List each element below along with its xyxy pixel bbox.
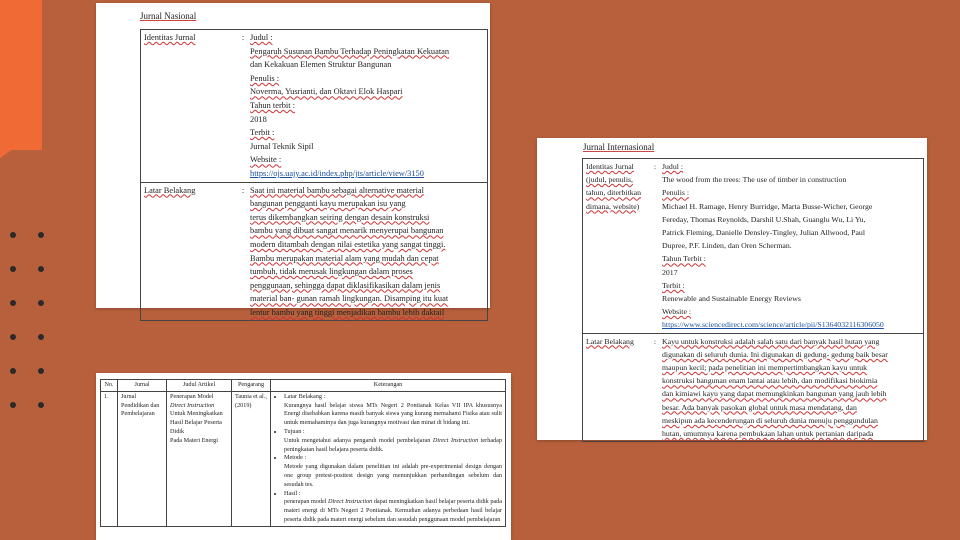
cell-line: Penerapan Model [170,392,214,400]
dot [10,266,16,272]
background-label: Latar Belakang [144,185,196,195]
identity-label-line: (judul, penulis, [586,175,633,185]
table-row [141,30,488,183]
national-journal-document [96,3,490,317]
notes-text [274,498,502,524]
text-line: modern ditambah dengan nilai estetika yang sangat tinggi. [250,239,446,249]
text-line: dan kimiawi kayu yang dapat memungkinkan bangunan yang jauh lebih [662,389,887,399]
cell-line: Jurnal [121,392,137,400]
dot [38,300,44,306]
background-text [659,333,924,442]
notes-list [274,428,502,437]
identity-label-cell [583,159,652,334]
cell-line: Pada Materi Energi [170,436,218,444]
text-line: Saat ini material bambu sebagai alternative material [250,185,424,195]
dot [10,402,16,408]
dot [10,232,16,238]
text-line: Kayu untuk konstruksi adalah salah satu dari banyak hasil hutan yang [662,336,880,346]
text-run: terhadap peningkatan hasil belajara peserta didik. [284,436,503,453]
website-link[interactable]: https://www.sciencedirect.com/science/article/pii/S1364032116306050 [662,320,884,330]
article-title-cell [167,391,232,526]
authors-label: Penulis : [250,73,280,83]
list-item [284,393,502,402]
cell-line: Pendidikan dan [121,401,160,409]
emphasis: Direct Instruction [432,436,479,444]
table-row [141,182,488,321]
text-line: besar. Ada banyak pasokan global untuk masa mendatang, dan [662,402,857,412]
text-line: konstruksi bangunan enam lantai atau lebih, dan modifikasi biokimia [662,376,878,386]
text-line: meskipun ada kecenderungan di seluruh dunia menuju penggundulan [662,415,878,425]
text-run: dapat meningkatkan hasil belajar peserta didik pada materi energi di MTs Negeri 2 Pontianak. Kemudian adanya perbedaan hasil belajar peserta didik pada materi energi sebelum dan sesudah penggunaan model pembelajaran [284,498,502,523]
title-value: The wood from the trees: The use of timber in construction [662,175,847,185]
identity-value-cell [247,30,488,183]
notes-list [274,393,502,402]
colon: : [651,333,659,442]
cell-line: Pembelajaran [121,410,155,418]
colon: : [239,182,247,321]
background-text [247,182,488,321]
cell-line: Didik [170,427,185,435]
journal-identity-table [582,158,924,442]
dot [10,368,16,374]
cell-line: Taunia et al., [235,392,267,400]
title-line: dan Kekakuan Elemen Struktur Bangunan [250,60,392,70]
accent-triangle [0,128,42,158]
dot [38,232,44,238]
dot [38,266,44,272]
dot [38,334,44,340]
document-heading: Jurnal Internasional [583,142,655,152]
notes-text: Kurangnya hasil belajar siswa MTs Negeri 2 Pontianak Kelas VII IPA khususnya Energi disebabkan karena masih banyak siswa yang kurang memahami Fisika atau sulit untuk memahaminya dan juga kurangnya motivasi dan minat di bidang ini. [284,401,502,427]
year-label: Tahun terbit : [250,100,295,110]
website-link[interactable]: https://ojs.uajy.ac.id/index.php/jts/article/view/3150 [250,168,424,178]
author-cell [232,391,271,526]
publisher-value: Jurnal Teknik Sipil [250,141,314,151]
table-row [583,159,924,334]
text-line: maupun kecil; pada penelitian ini mempertimbangkan kayu untuk [662,363,868,373]
dot [10,300,16,306]
publisher-label: Terbit : [250,128,275,138]
table-header-row [101,380,506,392]
authors-value: Noverma, Yusrianti, dan Oktavi Elok Haspari [250,87,403,97]
article-review-document [96,373,511,540]
list-item [284,454,502,463]
column-header: Keterangan [271,380,506,392]
authors-line: Dupree, P.F. Linden, dan Oren Scherman. [662,241,792,251]
text-run: Untuk mengetahui adanya pengaruh model pembelajaran [284,436,433,444]
dot [38,368,44,374]
article-review-table [100,379,506,527]
text-line: digunakan di seluruh dunia. Ini digunakan di gedung- gedung baik besar [662,349,888,359]
text-run: penerapan model [284,498,328,506]
identity-label: Identitas Jurnal [144,33,196,42]
text-line: bangunan pengganti kayu merupakan isu yang [250,199,406,209]
table-row [101,391,506,526]
text-line: tumbuh, tidak merusak lingkungan dalam proses [250,267,413,277]
year-value: 2018 [250,114,267,124]
text-line: material ban- gunan ramah lingkungan. Disamping itu kuat [250,294,449,304]
notes-label: Latar Belakang : [284,392,326,400]
text-line: penggunaan, sehingga dapat diklasifikasikan dalam jenis [250,280,441,290]
notes-label: Hasil : [284,489,301,497]
dot [38,402,44,408]
list-item [284,428,502,437]
notes-label: Tujuan : [284,427,305,435]
cell-line: (2019) [235,401,252,409]
year-value: 2017 [662,267,678,277]
table-row [583,333,924,442]
colon: : [651,159,659,334]
emphasis: Direct Instruction [327,498,373,506]
international-journal-document [537,138,927,440]
cell-line: Hasil Belajar Peserta [170,419,222,427]
background-label-cell [583,333,652,442]
text-line: terus dikembangkan seiring dengan desain konstruksi [250,212,430,222]
cell-line: Untuk Meningkatkan [170,410,223,418]
column-header: Jurnal [118,380,167,392]
dot [10,334,16,340]
notes-label: Metode : [284,454,307,462]
colon: : [239,30,247,183]
notes-list [274,454,502,463]
notes-cell [271,391,506,526]
emphasis: Direct Instruction [170,401,215,409]
background-label-cell [141,182,240,321]
column-header: Pengarang [232,380,271,392]
website-label: Website : [662,307,692,317]
authors-line: Fereday, Thomas Reynolds, Darshil U.Shah, Guanglu Wu, Li Yu, [662,214,866,224]
publisher-label: Terbit : [662,280,685,290]
year-label: Tahun Terbit : [662,254,706,264]
column-header: No. [101,380,118,392]
identity-label-cell [141,30,240,183]
background-label: Latar Belakang [586,336,634,346]
title-label: Judul : [662,162,684,171]
column-header: Judul Artikel [167,380,232,392]
title-line: Pengaruh Susunan Bambu Terhadap Peningkatan Kekuatan [250,46,450,56]
identity-label-line: Identitas Jurnal [586,162,634,171]
text-line: hutan, umumnya karena pembukaan lahan untuk pertanian daripada [662,429,874,439]
text-line: Bambu merupakan material alam yang mudah dan cepat [250,253,439,263]
text-line: bambu yang dibuat sangat menarik menyerupai bangunan [250,226,444,236]
journal-identity-table [140,29,488,321]
list-item [284,490,502,499]
notes-text: Metode yang digunakan dalam penelitian ini adalah pre-experimental design dengan one group pretest-posttest design yang menunjukkan perbandingan sebelum dan sesudah tes. [284,463,502,488]
journal-cell [118,391,167,526]
notes-list [274,490,502,499]
identity-label-line: tahun, diterbitkan [586,188,641,198]
identity-value-cell [659,159,924,334]
row-number: 1. [101,391,118,526]
authors-line: Patrick Fleming, Danielle Densley-Tingley, Julian Allwood, Paul [662,228,865,238]
cell-line [170,402,228,411]
text-line: lentur bambu yang tinggi menjadikan bambu lebih daktail [250,307,445,317]
authors-label: Penulis : [662,188,690,198]
publisher-value: Renewable and Sustainable Energy Reviews [662,294,801,304]
authors-line: Michael H. Ramage, Henry Burridge, Marta Busse-Wicher, George [662,201,873,211]
notes-text [274,437,502,455]
document-heading: Jurnal Nasional [140,11,197,21]
identity-label-line: dimana, website) [586,201,640,211]
title-label: Judul : [250,33,273,42]
website-label: Website : [250,155,282,165]
